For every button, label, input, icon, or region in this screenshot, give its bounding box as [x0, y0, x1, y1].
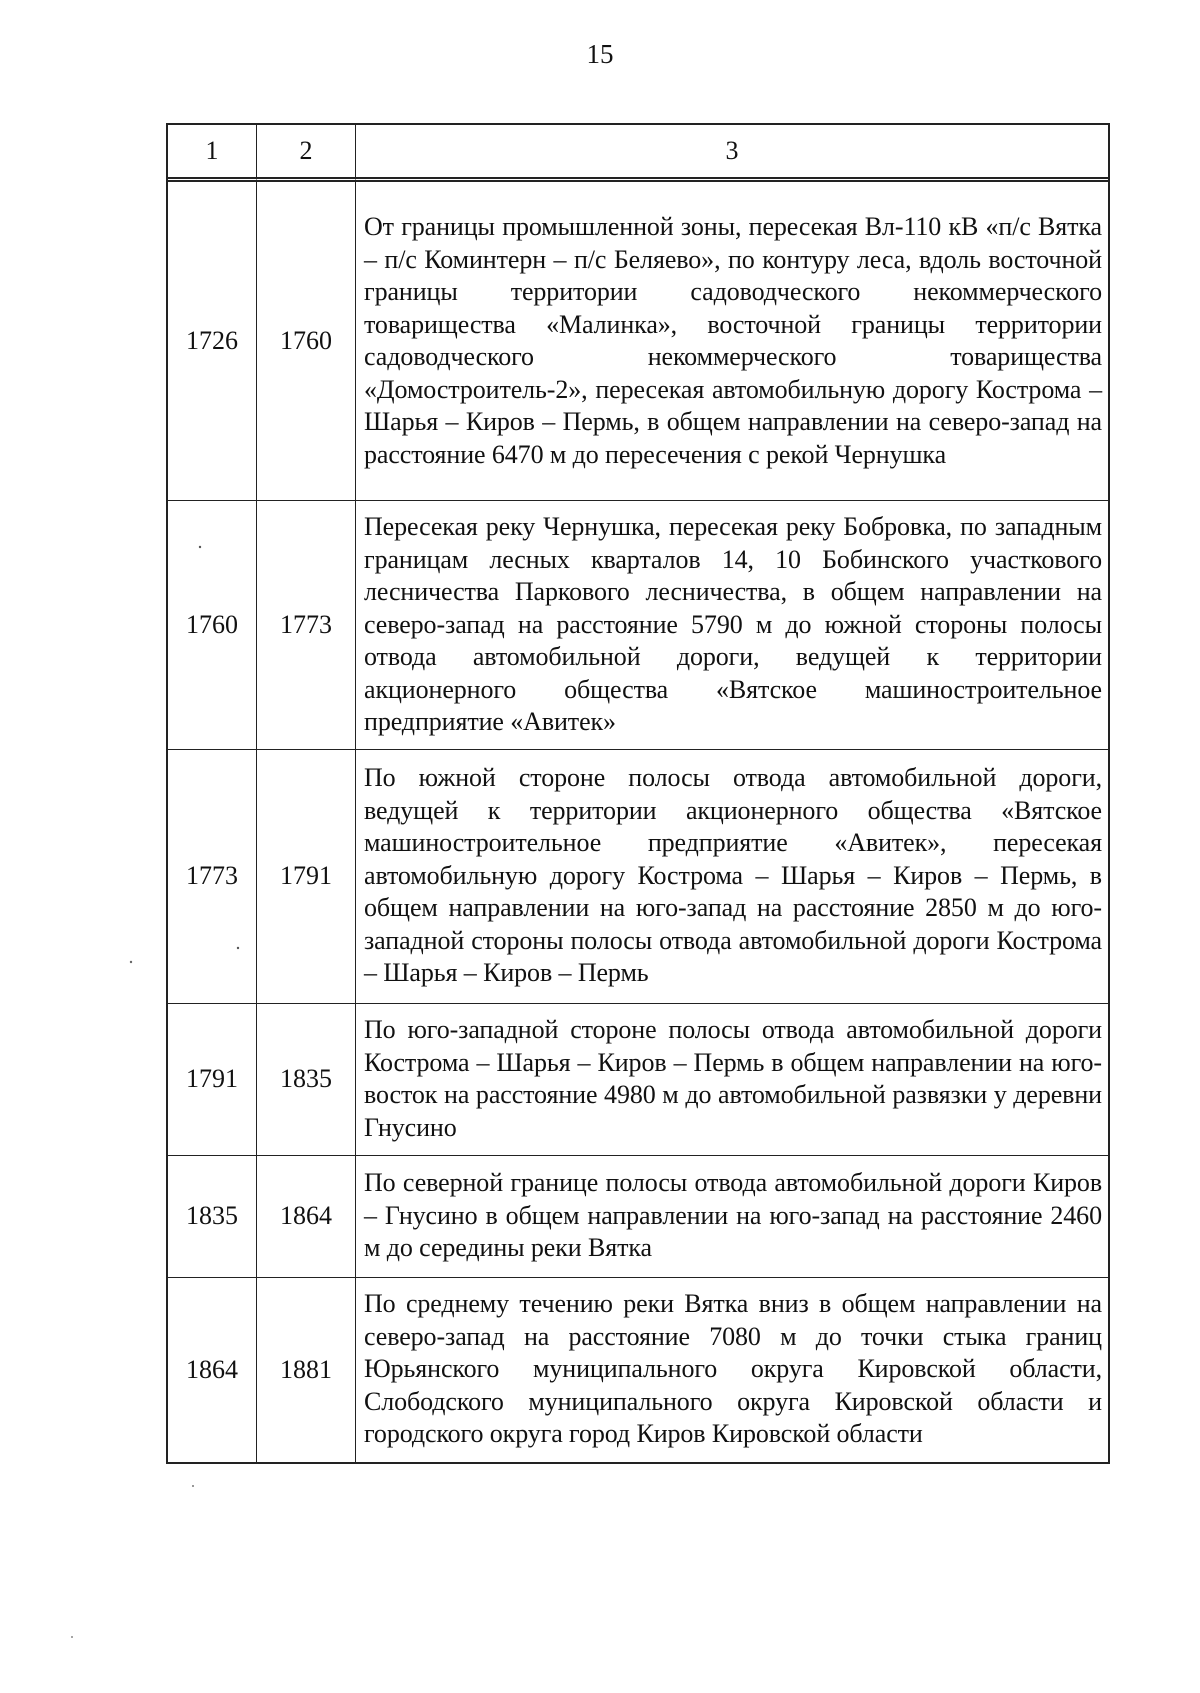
column-header-2: 2 — [257, 125, 356, 182]
boundary-description: По северной границе полосы отвода автомобильной дороги Киров – Гнусино в общем направлении на юго-запад на расстояние 2460 м до середины реки Вятка — [356, 1156, 1108, 1278]
point-from: 1835 — [168, 1156, 257, 1278]
scan-speck — [199, 546, 201, 548]
page-number: 15 — [586, 39, 614, 69]
point-from: 1726 — [168, 182, 257, 501]
boundary-description: Пересекая реку Чернушка, пересекая реку Бобровка, по западным границам лесных кварталов 14, 10 Бобинского участкового лесничества Паркового лесничества, в общем направлении на северо-запад на расстояние 5790 м до южной стороны полосы отвода автомобильной дороги, ведущей к территории акционерного общества «Вятское машиностроительное предприятие «Авитек» — [356, 501, 1108, 750]
point-from: 1773 — [168, 750, 257, 1004]
point-to: 1773 — [257, 501, 356, 750]
scan-speck — [71, 1636, 73, 1638]
boundary-description: По южной стороне полосы отвода автомобильной дороги, ведущей к территории акционерного общества «Вятское машиностроительное предприятие «Авитек», пересекая автомобильную дорогу Кострома – Шарья – Киров – Пермь, в общем направлении на юго-запад на расстояние 2850 м до юго-западной стороны полосы отвода автомобильной дороги Кострома – Шарья – Киров – Пермь — [356, 750, 1108, 1004]
boundary-description: От границы промышленной зоны, пересекая Вл-110 кВ «п/с Вятка – п/с Коминтерн – п/с Беляево», по контуру леса, вдоль восточной границы территории садоводческого некоммерческого товарищества «Малинка», восточной границы территории садоводческого некоммерческого товарищества «Домостроитель-2», пересекая автомобильную дорогу Кострома – Шарья – Киров – Пермь, в общем направлении на северо-запад на расстояние 6470 м до пересечения с рекой Чернушка — [356, 182, 1108, 501]
point-to: 1835 — [257, 1004, 356, 1156]
column-header-1: 1 — [168, 125, 257, 182]
point-from: 1864 — [168, 1278, 257, 1462]
boundary-description: По среднему течению реки Вятка вниз в общем направлении на северо-запад на расстояние 7080 м до точки стыка границ Юрьянского муниципального округа Кировской области, Слободского муниципального округа Кировской области и городского округа город Киров Кировской области — [364, 1289, 1102, 1449]
point-to: 1791 — [257, 750, 356, 1004]
point-to: 1864 — [257, 1156, 356, 1278]
scan-speck — [130, 961, 132, 963]
column-header-3: 3 — [356, 125, 1108, 182]
point-to: 1881 — [257, 1278, 356, 1462]
scan-speck — [237, 947, 239, 949]
point-from: 1760 — [168, 501, 257, 750]
scan-speck — [192, 1485, 194, 1487]
boundary-description: По юго-западной стороне полосы отвода автомобильной дороги Кострома – Шарья – Киров – Пермь в общем направлении на юго-восток на расстояние 4980 м до автомобильной развязки у деревни Гнусино — [356, 1004, 1108, 1156]
point-from: 1791 — [168, 1004, 257, 1156]
point-to: 1760 — [257, 182, 356, 501]
